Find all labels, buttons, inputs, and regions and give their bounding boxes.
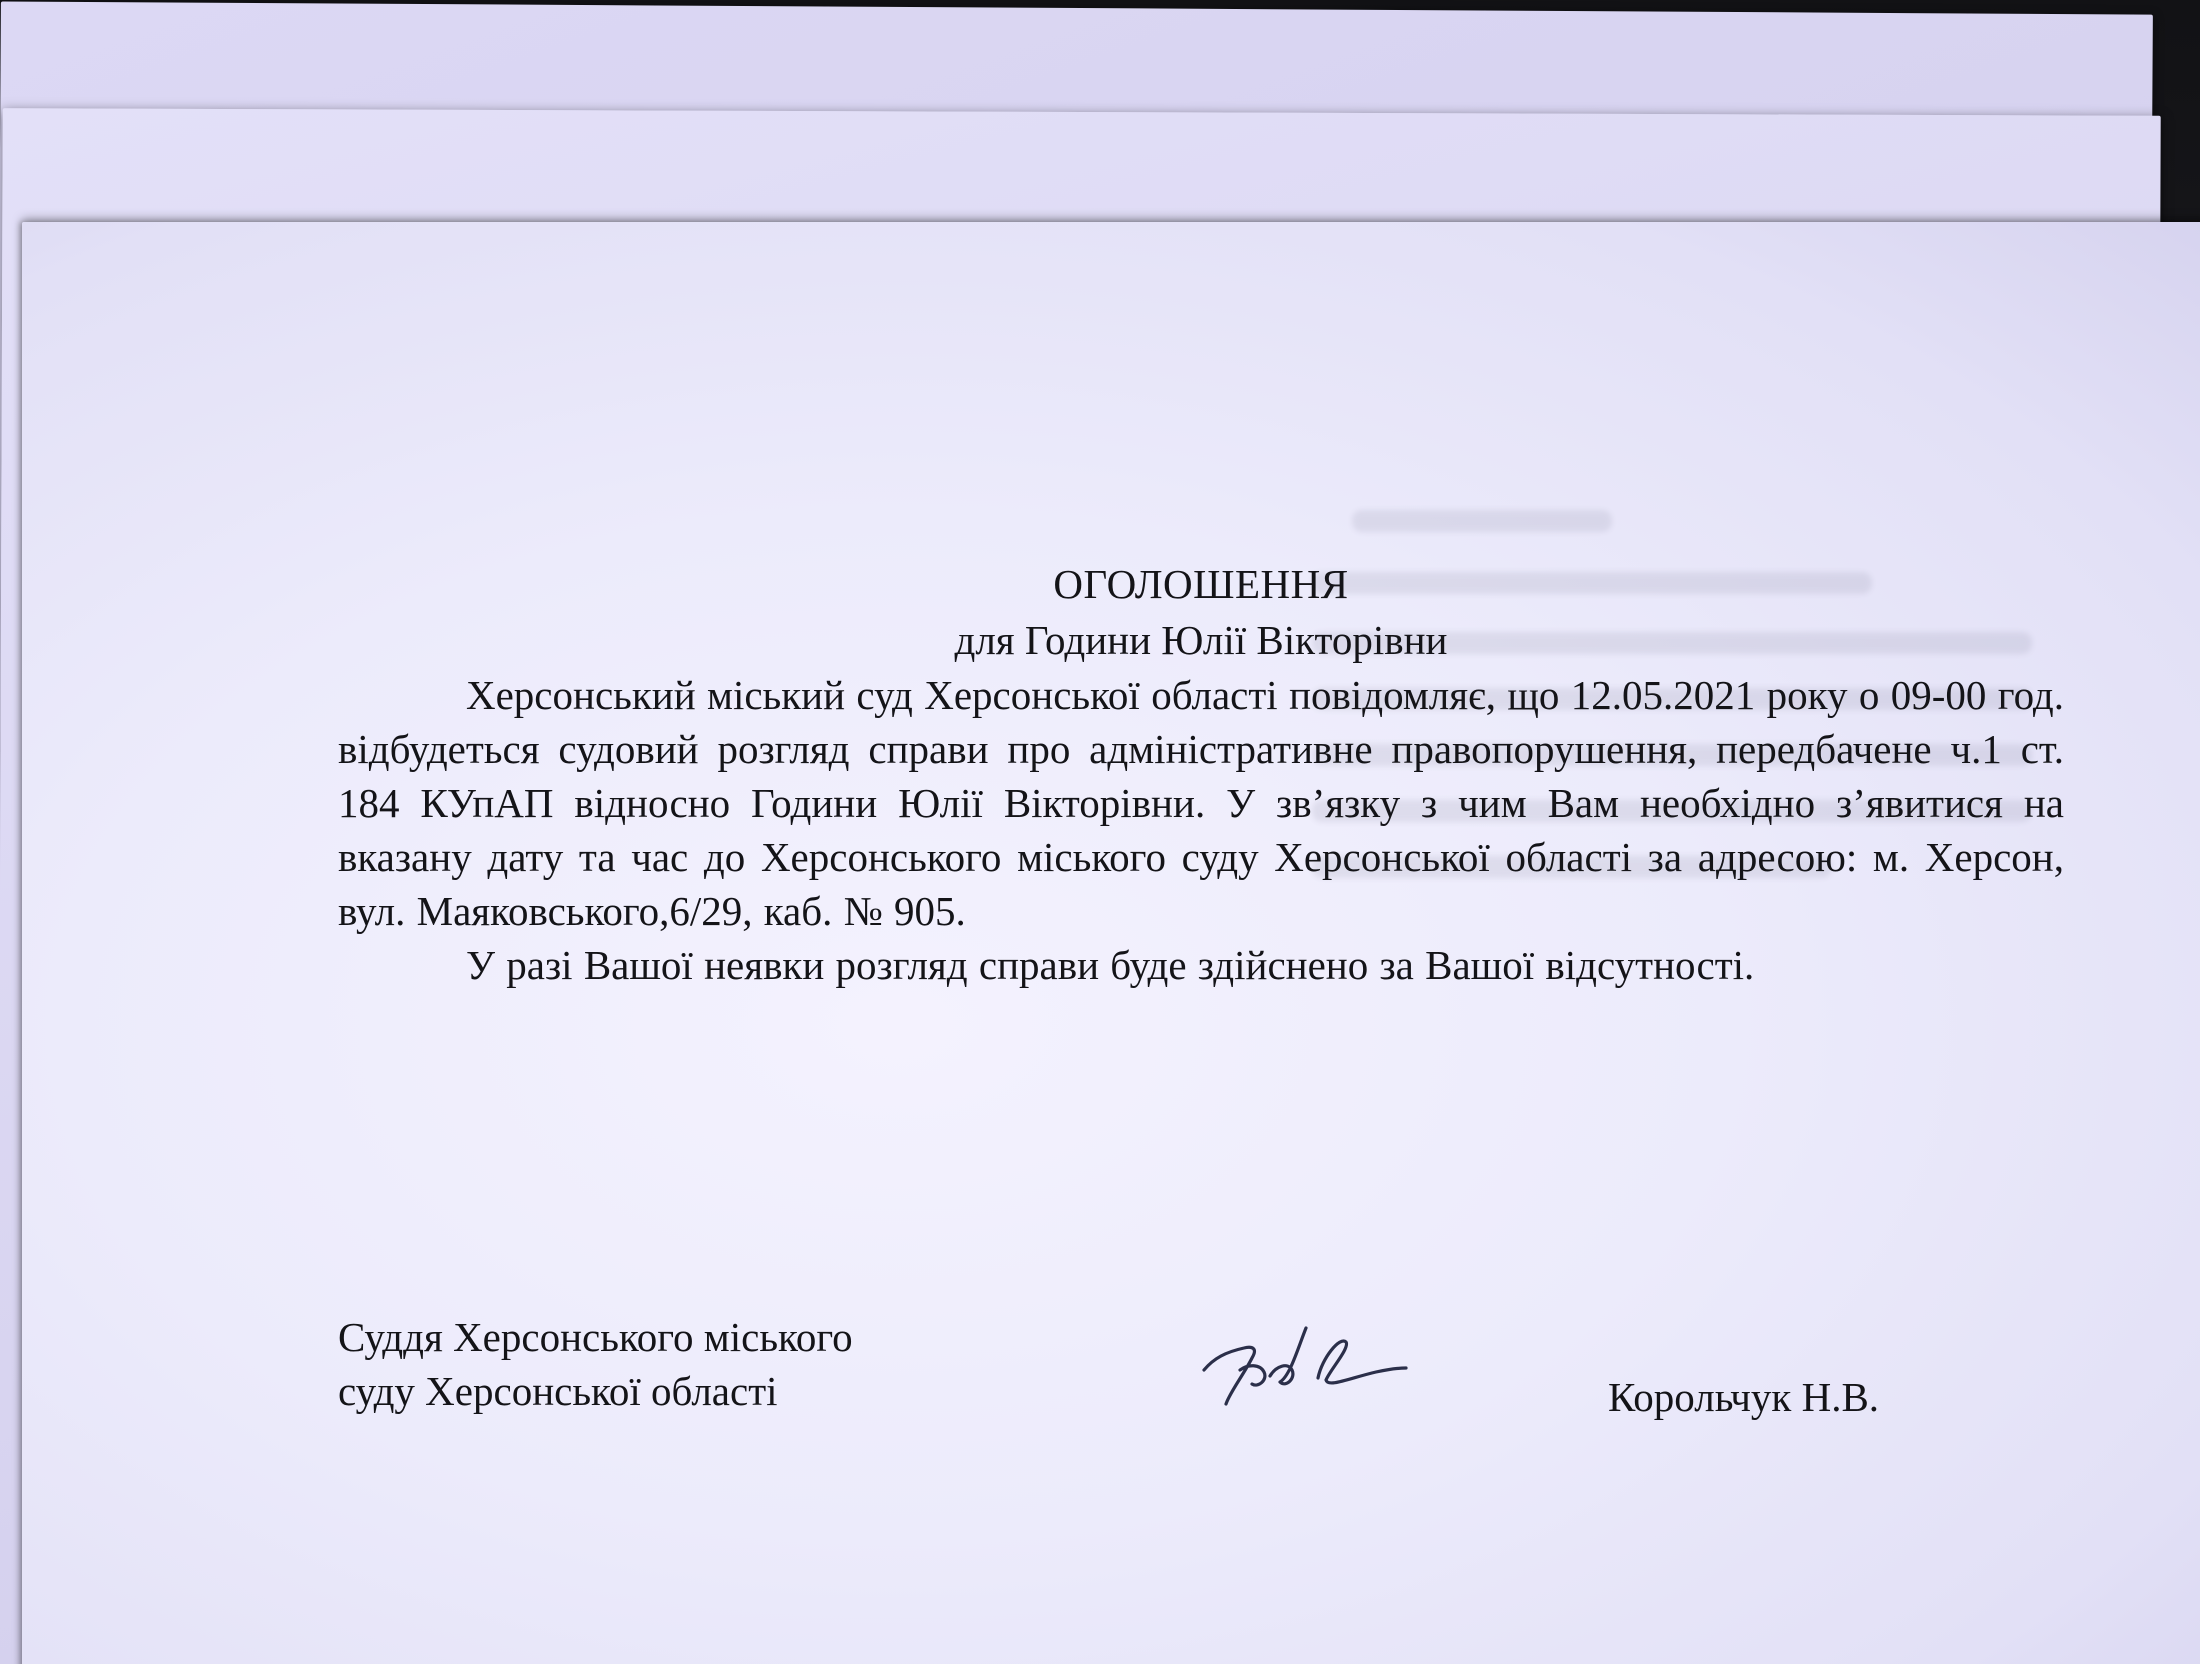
body-paragraph-notice: Херсонський міський суд Херсонської області повідомляє, що 12.05.2021 року о 09-00 год. відбудеться судовий розгляд справи про адміністративне правопорушення, передбачене ч.1 ст. 184 КУпАП відносно Години Юлії Вікторівни. У зв’язку з чим Вам необхідно з’явитися на вказану дату та час до Херсонського міського суду Херсонської області за адресою: м. Херсон, вул. Маяковського,6/29, каб. № 905. <box>338 672 2064 934</box>
judge-position: Суддя Херсонського міського суду Херсонської області <box>338 1314 853 1414</box>
handwritten-signature <box>1200 1318 1410 1408</box>
document-addressee: для Години Юлії Вікторівни <box>954 617 1448 663</box>
body-paragraph-warning: У разі Вашої неявки розгляд справи буде здійснено за Вашої відсутності. <box>466 942 1755 988</box>
judge-name: Корольчук Н.В. <box>1608 1374 1880 1420</box>
document-title: ОГОЛОШЕННЯ <box>1053 561 1349 607</box>
signature-block <box>338 1310 2038 1440</box>
announcement-document <box>338 556 2064 992</box>
